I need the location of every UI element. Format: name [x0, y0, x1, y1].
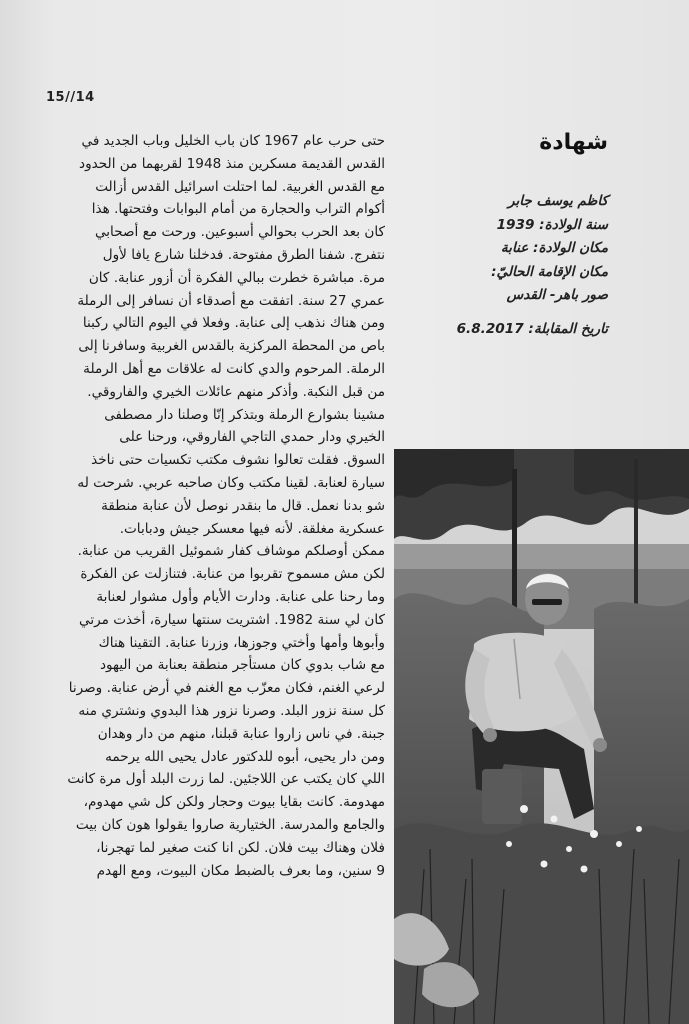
body-line: ومن دار يحيى، أبوه للدكتور عادل يحيى الله يرحمه	[105, 748, 385, 765]
birth-year: سنة الولادة: 1939	[496, 216, 608, 233]
residence-label: مكان الإقامة الحاليّ:	[491, 263, 608, 280]
page-number: 15//14	[46, 90, 95, 105]
body-line: مشينا بشوارع الرملة وبتذكر إنّا وصلنا دار مصطفى	[104, 406, 385, 423]
body-line: كان بعد الحرب بحوالي أسبوعين. ورحت مع أصحابي	[94, 224, 385, 241]
birth-place: مكان الولادة: عنابة	[500, 240, 608, 256]
residence-place: صور باهر- القدس	[506, 287, 608, 303]
body-line: شو بدنا نعمل. قال ما بنقدر نوصل لأن عنابة منطقة	[101, 497, 385, 514]
body-line: الخيري ودار حمدي التاجي الفاروقي، ورحنا على	[119, 429, 385, 446]
body-line: أكوام التراب والحجارة من أمام البوابات وفتحتها. هذا	[91, 201, 385, 218]
body-line: سيارة لعنابة. لقينا مكتب وكان صاحبه عربي. شرحت له	[77, 474, 385, 491]
body-line: السوق. فقلت تعالوا نشوف مكتب تكسيات حتى ناخذ	[91, 452, 385, 469]
body-line: لكن مش مسموح تقربوا من عنابة. فتنازلت عن الفكرة	[80, 566, 385, 583]
body-line: جبنة. في ناس زاروا عنابة قبلنا، منهم من دار وهدان	[97, 725, 385, 742]
body-line: لرعي الغنم، فكان معزّب مع الغنم في أرض عنابة. وصرنا	[68, 680, 385, 697]
body-line: مرة. مباشرة خطرت ببالي الفكرة أن أزور عنابة. كان	[88, 269, 385, 286]
body-line: مع شاب بدوي كان مستأجر منطقة بعنابة من اليهود	[99, 657, 385, 674]
body-line: ممكن أوصلكم موشاف كفار شموئيل القريب من عنابة.	[77, 543, 385, 560]
body-line: باص من المحطة المركزية بالقدس الغربية وسافرنا إلى	[78, 338, 385, 355]
body-line: كل سنة نزور البلد. وصرنا نزور هذا البدوي ونشتري منه	[78, 702, 385, 719]
body-line: القدس القديمة مسكرين منذ 1948 لقربهما من الحدود	[79, 155, 385, 172]
witness-photo-illustration	[394, 449, 689, 1024]
body-line: كان لي سنة 1982. اشتريت سنتها سيارة، أخذت مرتي	[79, 611, 385, 628]
body-line: وما رحنا على عنابة. ودارت الأيام وأول مشوار لعنابة	[96, 588, 385, 605]
body-line: اللي كان يكتب عن اللاجئين. لما زرت البلد أول مرة كانت	[67, 771, 385, 788]
testimony-sidebar	[440, 128, 608, 341]
body-line: فلان وهناك بيت فلان. لكن انا كنت صغير لما تهجرنا،	[96, 839, 385, 856]
body-line: مهدومة. كانت بقايا بيوت وحجار ولكن كل شي مهدوم،	[83, 794, 385, 811]
witness-name: كاظم يوسف جابر	[507, 193, 608, 209]
body-line: مع القدس الغربية. لما احتلت اسرائيل القدس أزالت	[95, 178, 385, 195]
body-line: حتى حرب عام 1967 كان باب الخليل وباب الجديد في	[81, 133, 385, 149]
body-line: والجامع والمدرسة. الختيارية صاروا يقولوا هون كان بيت	[75, 816, 385, 833]
interview-date: تاريخ المقابلة: 6.8.2017	[456, 320, 608, 337]
body-line: نتفرج. شفنا الطرق مفتوحة. فدخلنا شارع يافا لأول	[102, 246, 385, 263]
body-line: 9 سنين، وما بعرف بالضبط مكان البيوت، ومع الهدم	[96, 862, 385, 879]
body-line: وأبوها وأمها وأختي وجوزها، وزرنا عنابة. التقينا هناك	[98, 634, 385, 651]
body-line: من قبل النكبة. وأذكر منهم عائلات الخيري والفاروقي.	[87, 383, 385, 400]
witness-photo	[394, 449, 689, 1024]
body-line: عسكرية مغلقة. لأنه فيها معسكر جيش ودبابات.	[119, 520, 385, 537]
body-line: عمري 27 سنة. اتفقت مع أصدقاء أن نسافر إلى الرملة	[77, 292, 385, 309]
testimony-body-text	[40, 130, 385, 882]
body-line: ومن هناك نذهب إلى عنابة. وفعلا في اليوم التالي ركبنا	[82, 315, 385, 332]
body-line: الرملة. المرحوم والدي كانت له علاقات مع أهل الرملة	[83, 360, 385, 377]
section-title: شهادة	[539, 130, 608, 155]
